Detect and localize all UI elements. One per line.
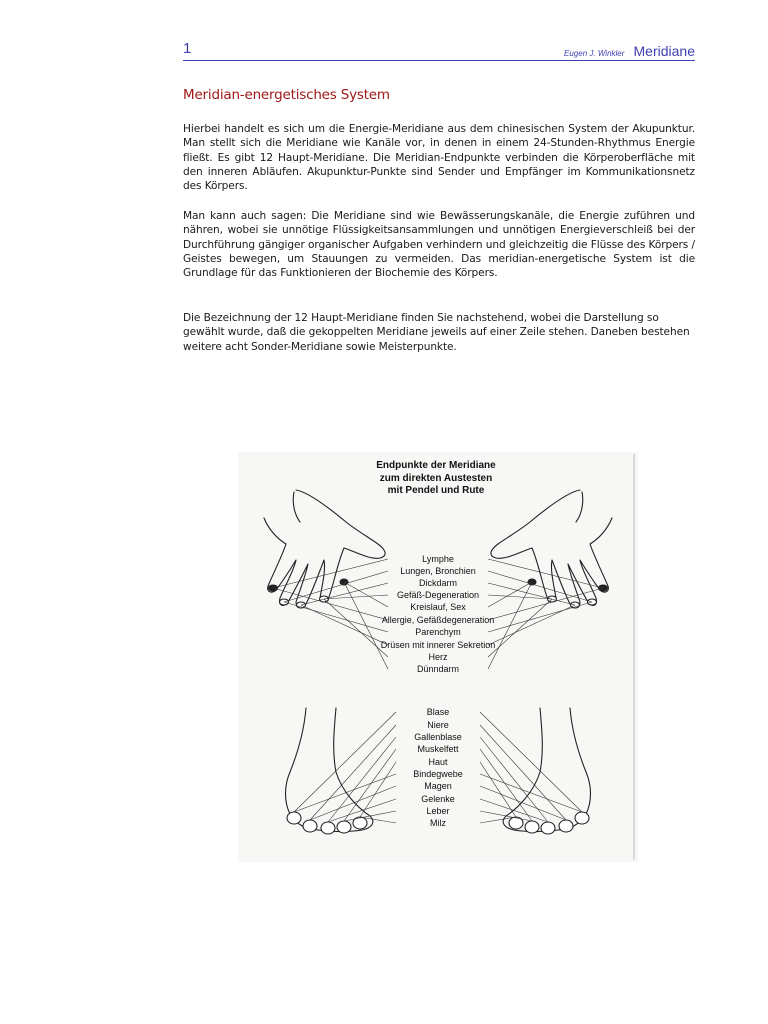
- foot-label: Muskelfett: [417, 744, 459, 754]
- hand-label: Dickdarm: [418, 578, 457, 588]
- hand-label: Lungen, Bronchien: [400, 566, 476, 576]
- figure-title-line: Endpunkte der Meridiane: [376, 460, 496, 471]
- paragraph-1: Hierbei handelt es sich um die Energie-Meridiane aus dem chinesischen System der Akupunktur. Man stellt sich die Meridiane wie Kanäle vor, in denen in einem 24-Stunden-Rhythmus Energie fließt. Es gibt 12 Haupt-Meridiane. Die Meridian-Endpunkte verbinden die Körperoberfläche mit den inneren Abläufen. Akupunktur-Punkte sind Sender und Empfänger im Kommunikationsnetz des Körpers.: [183, 123, 695, 193]
- foot-label: Niere: [427, 720, 449, 730]
- paragraph-3: Die Bezeichnung der 12 Haupt-Meridiane finden Sie nachstehend, wobei die Darstellung so gewählt wurde, daß die gekoppelten Meridiane jeweils auf einer Zeile stehen. Daneben bestehen weitere acht Sonder-Meridiane sowie Meisterpunkte.: [183, 312, 690, 353]
- hand-label: Kreislauf, Sex: [410, 602, 466, 612]
- header-author: Eugen J. Winkler: [564, 49, 625, 58]
- page-header: [183, 40, 695, 61]
- hand-label: Allergie, Gefäßdegeneration: [381, 615, 495, 625]
- foot-label: Gallenblase: [414, 732, 462, 742]
- figure-title-line: zum direkten Austesten: [379, 472, 493, 484]
- foot-label: Bindegwebe: [413, 769, 463, 779]
- paragraph-2: Man kann auch sagen: Die Meridiane sind wie Bewässerungskanäle, die Energie zuführen und nähren, wobei sie unnötige Flüssigkeitsansammlungen und unnötigen Energieverschleiß bei der Durchführung gängiger organischer Aufgaben verhindern und gleichzeitig die Flüsse des Körpers / Geistes bewegen, um Stauungen zu vermeiden. Das meridian-energetische System ist die Grundlage für das Funktionieren der Biochemie des Körpers.: [183, 210, 695, 280]
- hand-label: Herz: [428, 652, 448, 662]
- foot-label: Haut: [428, 757, 448, 767]
- foot-label: Blase: [426, 707, 450, 717]
- section-title: Meridian-energetisches System: [183, 87, 390, 103]
- hand-label: Dünndarm: [416, 664, 460, 674]
- meridian-figure: [238, 452, 638, 862]
- hand-label: Gefäß-Degeneration: [396, 590, 480, 600]
- hand-label: Lymphe: [422, 554, 454, 564]
- foot-label: Gelenke: [421, 794, 455, 804]
- hand-label: Drüsen mit innerer Sekretion: [380, 640, 496, 650]
- figure-title-line: mit Pendel und Rute: [387, 485, 485, 496]
- foot-label: Magen: [424, 781, 452, 791]
- header-right: [564, 41, 695, 60]
- hand-label: Parenchym: [415, 627, 461, 637]
- figure-title: [346, 460, 526, 498]
- foot-label: Milz: [430, 818, 446, 828]
- page-number: 1: [183, 40, 192, 57]
- foot-label: Leber: [426, 806, 450, 816]
- header-topic: Meridiane: [633, 43, 695, 59]
